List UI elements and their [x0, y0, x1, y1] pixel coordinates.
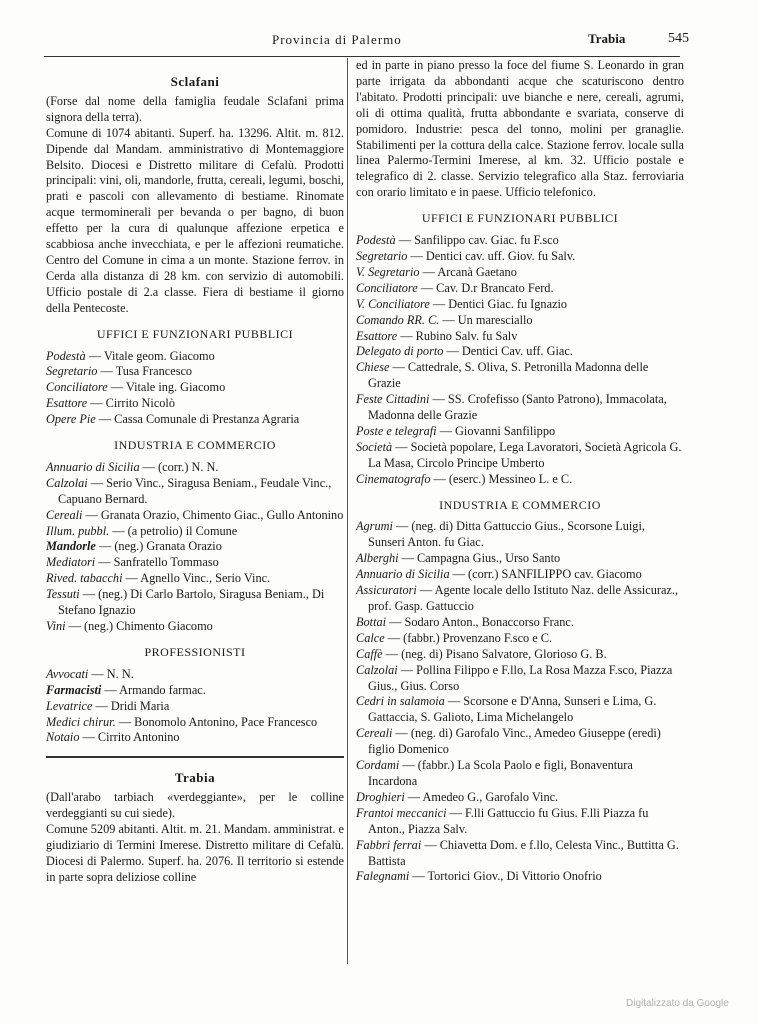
- directory-entry: [46, 667, 344, 683]
- directory-entry: [356, 249, 684, 265]
- section-professionisti-sclafani: PROFESSIONISTI: [144, 644, 246, 659]
- entry-label: Alberghi: [356, 551, 399, 566]
- entry-label: Esattore: [46, 396, 88, 411]
- directory-entry: [46, 699, 344, 715]
- entry-text: — Agnello Vinc., Serio Vinc.: [122, 571, 271, 586]
- directory-entry: [356, 313, 684, 329]
- entry-label: Rived. tabacchi: [46, 571, 123, 586]
- entry-text: — (corr.) SANFILIPPO cav. Giacomo: [449, 567, 642, 582]
- directory-entry: [46, 555, 344, 571]
- entry-label: Calce: [356, 630, 385, 645]
- entry-label: Cereali: [46, 507, 83, 522]
- directory-entry: [356, 392, 684, 424]
- entry-label: Calzolai: [356, 662, 398, 677]
- directory-entry: [46, 539, 344, 555]
- entry-text: — Sanfratello Tommaso: [95, 555, 219, 570]
- entry-text: — Serio Vinc., Siragusa Beniam., Feudale Vinc., Capuano Bernard.: [58, 475, 332, 506]
- column-divider: [347, 58, 348, 964]
- entry-text: — Società popolare, Lega Lavoratori, Società Agricola G. La Masa, Circolo Principe Umberto: [368, 439, 682, 470]
- entry-title-trabia: Trabia: [174, 770, 216, 786]
- entry-label: Annuario di Sicilia: [46, 459, 140, 474]
- entry-text: — Scorsone e D'Anna, Sunseri e Lima, G. Gattaccia, S. Galioto, Lima Michelangelo: [368, 694, 657, 725]
- directory-entry: [46, 460, 344, 476]
- header-province: Provincia di Palermo: [272, 32, 402, 47]
- running-header: [40, 30, 689, 54]
- header-town: Trabia: [588, 31, 626, 46]
- entry-label: Segretario: [356, 248, 408, 263]
- directory-entry: [46, 349, 344, 365]
- entry-text: — Arcanà Gaetano: [419, 264, 517, 279]
- directory-entry: [356, 806, 684, 838]
- entry-label: V. Conciliatore: [356, 296, 430, 311]
- directory-entry: [356, 472, 684, 488]
- entry-label: Segretario: [46, 364, 98, 379]
- entry-text: — Dentici Cav. uff. Giac.: [443, 344, 573, 359]
- entry-label: Calzolai: [46, 475, 88, 490]
- entry-label: V. Segretario: [356, 264, 420, 279]
- directory-entry: [46, 476, 344, 508]
- entry-label: Assicuratori: [356, 583, 417, 598]
- entry-text: — (neg. di) Ditta Gattuccio Gius., Scorsone Luigi, Sunseri Anton. fu Giac.: [368, 519, 645, 550]
- entry-text: — Dridi Maria: [92, 698, 170, 713]
- directory-entry: [356, 647, 684, 663]
- entry-title-sclafani: Sclafani: [170, 74, 220, 89]
- entry-text: — Cattedrale, S. Oliva, S. Petronilla Madonna delle Grazie: [368, 360, 649, 391]
- entry-label: Podestà: [46, 348, 86, 363]
- digitization-credit: Digitalizzato da Google: [626, 998, 729, 1009]
- entry-label: Conciliatore: [46, 380, 108, 395]
- entry-label: Bottai: [356, 614, 387, 629]
- directory-entry: [356, 663, 684, 695]
- entry-label: Feste Cittadini: [356, 392, 430, 407]
- directory-entry: [46, 587, 344, 619]
- directory-entry: [46, 380, 344, 396]
- section-separator: [46, 756, 344, 758]
- entry-text: — (neg.) Granata Orazio: [95, 539, 222, 554]
- entry-text: — Cassa Comunale di Prestanza Agraria: [95, 412, 300, 427]
- directory-entry: [356, 519, 684, 551]
- sclafani-body: Comune di 1074 abitanti. Superf. ha. 13296. Altit. m. 812. Dipende dal Mandam. amministrativo di Montemaggiore Belsito. Diocesi e Distretto militare di Cefalù. Prodotti principali: vini, oli, mandorle, frutta, cereali, legumi, boschi, prati e pascoli con allevamento di bestiame. Rinomate acque termominerali per bevanda o per bagno, di buon effetto per la cura di qualunque affezione erpetica e scabbiosa anche invecchiata, e per le affezioni reumatiche. Centro del Comune in cima a un monte. Stazione ferrov. in Cerda alla distanza di 28 km. con servizio di automobili. Ufficio postale di 2.a classe. Fiera di bestiame il giorno della Pentecoste.: [46, 125, 344, 315]
- entry-label: Cereali: [356, 726, 393, 741]
- entry-label: Avvocati: [46, 666, 89, 681]
- directory-entry: [46, 571, 344, 587]
- entry-text: — (neg.) Di Carlo Bartolo, Siragusa Beniam., Di Stefano Ignazio: [58, 587, 325, 618]
- directory-entry: [46, 396, 344, 412]
- list-uffici-sclafani: [46, 349, 344, 429]
- list-industria-sclafani: [46, 460, 344, 635]
- directory-entry: [356, 567, 684, 583]
- directory-entry: [46, 683, 344, 699]
- entry-label: Farmacisti: [46, 682, 102, 697]
- directory-entry: [356, 615, 684, 631]
- list-uffici-trabia: [356, 233, 684, 488]
- entry-text: — Dentici cav. uff. Giov. fu Salv.: [407, 248, 576, 263]
- trabia-body-continued: ed in parte in piano presso la foce del fiume S. Leonardo in gran parte irrigata da abbondanti acque che scaturiscono dentro l'abitato. Prodotti principali: uve bianche e nere, cereali, agrumi, oli di ottima qualità, frutta abbondante e svariata, conserve di pomidoro. Industrie: pesca del tonno, molini per granaglie. Stabilimenti per la cottura della calce. Stazione ferrov. locale sulla linea Palermo-Termini Imerese, al km. 32. Ufficio postale e telegrafico di 2. classe. Servizio telegrafico alla Staz. ferroviaria con orario limitato e in paese. Ufficio telefonico.: [356, 58, 684, 200]
- entry-label: Opere Pie: [46, 412, 96, 427]
- entry-label: Poste e telegrafi: [356, 423, 437, 438]
- directory-entry: [356, 360, 684, 392]
- trabia-body: Comune 5209 abitanti. Altit. m. 21. Mandam. amministrat. e giudiziario di Termini Imerese. Distretto militare di Cefalù. Diocesi di Palermo. Superf. ha. 2076. Il territorio si estende in parte sopra deliziose colline: [46, 822, 344, 884]
- directory-entry: [356, 265, 684, 281]
- entry-text: — (corr.) N. N.: [139, 459, 219, 474]
- directory-entry: [356, 758, 684, 790]
- entry-text: — (neg. di) Pisano Salvatore, Glorioso G. B.: [382, 646, 607, 661]
- entry-text: — Giovanni Sanfilippo: [436, 423, 556, 438]
- directory-entry: [46, 715, 344, 731]
- directory-entry: [46, 508, 344, 524]
- entry-label: Mandorle: [46, 539, 96, 554]
- entry-text: — Armando farmac.: [101, 682, 206, 697]
- section-industria-sclafani: INDUSTRIA E COMMERCIO: [114, 438, 276, 453]
- directory-entry: [356, 297, 684, 313]
- entry-text: — (neg.) Chimento Giacomo: [65, 619, 213, 633]
- entry-text: — Agente locale dello Istituto Naz. delle Assicuraz., prof. Gasp. Gattuccio: [368, 583, 679, 613]
- page-number: 545: [668, 31, 689, 46]
- entry-label: Frantoi meccanici: [356, 805, 447, 820]
- entry-text: — Cirrito Antonino: [79, 730, 180, 745]
- entry-text: — Campagna Gius., Urso Santo: [398, 551, 561, 566]
- directory-entry: [356, 790, 684, 806]
- section-uffici-sclafani: UFFICI E FUNZIONARI PUBBLICI: [96, 326, 294, 341]
- entry-label: Delegato di porto: [356, 344, 444, 359]
- directory-entry: [356, 869, 684, 885]
- directory-entry: [356, 440, 684, 472]
- entry-label: Vini: [46, 619, 66, 633]
- entry-text: — Sodaro Anton., Bonaccorso Franc.: [386, 614, 574, 629]
- left-column: [46, 74, 344, 886]
- trabia-intro: (Dall'arabo tarbiach «verdeggiante», per le colline verdeggianti su cui siede).: [46, 790, 344, 821]
- entry-text: — Granata Orazio, Chimento Giac., Gullo Antonino: [82, 507, 344, 522]
- entry-text: — Cirrito Nicolò: [87, 396, 175, 411]
- directory-entry: [356, 726, 684, 758]
- entry-text: — Cav. D.r Brancato Ferd.: [417, 280, 554, 295]
- entry-text: — N. N.: [88, 666, 134, 681]
- directory-entry: [356, 551, 684, 567]
- entry-label: Illum. pubbl.: [46, 523, 110, 538]
- entry-label: Medici chirur.: [46, 714, 116, 729]
- directory-entry: [46, 524, 344, 540]
- entry-label: Podestà: [356, 233, 396, 248]
- entry-label: Notaio: [46, 730, 80, 745]
- directory-entry: [356, 424, 684, 440]
- entry-text: — Pollina Filippo e F.llo, La Rosa Mazza F.sco, Piazza Gius., Gius. Corso: [368, 662, 673, 693]
- entry-label: Chiese: [356, 360, 390, 375]
- entry-label: Società: [356, 439, 393, 454]
- directory-entry: [356, 329, 684, 345]
- entry-text: — (eserc.) Messineo L. e C.: [430, 471, 573, 486]
- entry-label: Caffè: [356, 646, 383, 661]
- directory-entry: [356, 344, 684, 360]
- entry-label: Agrumi: [356, 519, 393, 534]
- list-industria-trabia: [356, 519, 684, 885]
- entry-text: — Sanfilippo cav. Giac. fu F.sco: [395, 233, 559, 248]
- directory-entry: [46, 412, 344, 428]
- entry-text: — (fabbr.) La Scola Paolo e figli, Bonaventura Incardona: [368, 758, 633, 788]
- entry-label: Levatrice: [46, 698, 93, 713]
- entry-text: — SS. Crofefisso (Santo Patrono), Immacolata, Madonna delle Grazie: [368, 392, 667, 423]
- entry-label: Fabbri ferrai: [356, 837, 422, 852]
- entry-label: Cordami: [356, 758, 400, 773]
- entry-text: — Dentici Giac. fu Ignazio: [429, 296, 568, 311]
- entry-text: — Tusa Francesco: [97, 364, 193, 379]
- directory-entry: [356, 631, 684, 647]
- entry-text: — F.lli Gattuccio fu Gius. F.lli Piazza fu Anton., Piazza Salv.: [368, 805, 649, 836]
- entry-text: — (a petrolio) il Comune: [109, 523, 238, 538]
- entry-text: — (fabbr.) Provenzano F.sco e C.: [384, 630, 553, 645]
- entry-text: — Amedeo G., Garofalo Vinc.: [404, 789, 559, 804]
- directory-entry: [46, 619, 344, 635]
- section-uffici-trabia: UFFICI E FUNZIONARI PUBBLICI: [421, 211, 619, 226]
- directory-entry: [46, 730, 344, 746]
- entry-text: — Chiavetta Dom. e f.llo, Celesta Vinc., Buttitta G. Battista: [368, 837, 679, 868]
- right-column: [356, 58, 684, 885]
- entry-label: Mediatori: [46, 555, 96, 570]
- entry-label: Falegnami: [356, 869, 410, 884]
- directory-entry: [356, 838, 684, 870]
- directory-entry: [356, 281, 684, 297]
- list-professionisti-sclafani: [46, 667, 344, 747]
- entry-label: Cinematografo: [356, 471, 431, 486]
- entry-text: — Rubino Salv. fu Salv: [397, 328, 518, 343]
- entry-text: — Vitale geom. Giacomo: [85, 348, 215, 363]
- entry-text: — Vitale ing. Giacomo: [107, 380, 226, 395]
- entry-label: Tessuti: [46, 587, 80, 602]
- entry-text: — Un maresciallo: [439, 312, 533, 327]
- directory-entry: [46, 364, 344, 380]
- entry-label: Esattore: [356, 328, 398, 343]
- header-rule: [44, 56, 680, 57]
- entry-label: Comando RR. C.: [356, 312, 440, 327]
- entry-text: — (neg. di) Garofalo Vinc., Amedeo Giuseppe (eredi) figlio Domenico: [368, 726, 661, 757]
- entry-label: Cedri in salamoia: [356, 694, 445, 709]
- sclafani-intro: (Forse dal nome della famiglia feudale Sclafani prima signora della terra).: [46, 93, 344, 124]
- directory-entry: [356, 583, 684, 615]
- entry-label: Annuario di Sicilia: [356, 567, 450, 582]
- directory-entry: [356, 233, 684, 249]
- entry-label: Conciliatore: [356, 280, 418, 295]
- section-industria-trabia: INDUSTRIA E COMMERCIO: [439, 497, 601, 512]
- entry-text: — Bonomolo Antonino, Pace Francesco: [115, 714, 318, 729]
- entry-text: — Tortorici Giov., Di Vittorio Onofrio: [409, 869, 602, 884]
- directory-entry: [356, 694, 684, 726]
- entry-label: Droghieri: [356, 789, 405, 804]
